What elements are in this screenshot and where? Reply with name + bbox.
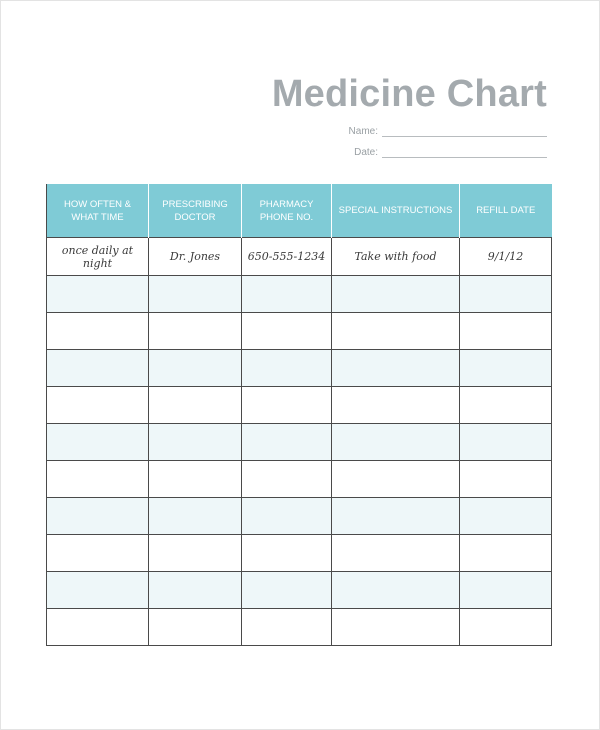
header-special-instructions: SPECIAL INSTRUCTIONS [332,184,460,238]
empty-cell[interactable] [149,350,242,387]
header-pharmacy-phone: PHARMACY PHONE NO. [242,184,332,238]
empty-cell[interactable] [332,498,460,535]
cell-phone[interactable]: 650-555-1234 [242,238,332,276]
empty-cell[interactable] [47,387,149,424]
empty-cell[interactable] [460,461,552,498]
empty-cell[interactable] [47,461,149,498]
header-prescribing-doctor: PRESCRIBING DOCTOR [149,184,242,238]
empty-cell[interactable] [47,498,149,535]
empty-cell[interactable] [332,350,460,387]
empty-cell[interactable] [242,350,332,387]
empty-cell[interactable] [460,535,552,572]
name-label: Name: [348,126,378,137]
empty-cell[interactable] [47,276,149,313]
empty-cell[interactable] [460,276,552,313]
empty-cell[interactable] [242,609,332,646]
table-row [47,238,552,276]
empty-cell[interactable] [149,572,242,609]
empty-cell[interactable] [47,535,149,572]
cell-doctor[interactable]: Dr. Jones [149,238,242,276]
empty-cell[interactable] [149,387,242,424]
table-row [47,387,552,424]
empty-cell[interactable] [149,609,242,646]
name-field [349,126,547,137]
empty-cell[interactable] [242,572,332,609]
empty-cell[interactable] [149,313,242,350]
empty-cell[interactable] [149,498,242,535]
empty-cell[interactable] [460,387,552,424]
table-header-row [47,184,552,238]
empty-cell[interactable] [47,572,149,609]
empty-cell[interactable] [332,387,460,424]
empty-cell[interactable] [242,276,332,313]
name-blank-line[interactable] [382,127,547,137]
date-field [354,147,547,158]
empty-cell[interactable] [47,313,149,350]
header-refill-date: REFILL DATE [460,184,552,238]
empty-cell[interactable] [460,609,552,646]
empty-cell[interactable] [460,313,552,350]
empty-cell[interactable] [47,424,149,461]
cell-how-often[interactable]: once daily at night [47,238,149,276]
empty-cell[interactable] [460,498,552,535]
table-row [47,535,552,572]
table-row [47,609,552,646]
cell-refill-date[interactable]: 9/1/12 [460,238,552,276]
empty-cell[interactable] [242,424,332,461]
empty-cell[interactable] [242,387,332,424]
empty-cell[interactable] [332,313,460,350]
empty-cell[interactable] [242,313,332,350]
empty-cell[interactable] [242,535,332,572]
empty-cell[interactable] [332,609,460,646]
empty-cell[interactable] [149,424,242,461]
empty-cell[interactable] [242,461,332,498]
table-row [47,461,552,498]
date-label: Date: [354,147,378,158]
empty-cell[interactable] [47,350,149,387]
empty-cell[interactable] [149,535,242,572]
empty-cell[interactable] [149,276,242,313]
empty-cell[interactable] [242,498,332,535]
date-blank-line[interactable] [382,148,547,158]
empty-cell[interactable] [149,461,242,498]
empty-cell[interactable] [460,424,552,461]
empty-cell[interactable] [332,424,460,461]
empty-cell[interactable] [332,276,460,313]
empty-cell[interactable] [460,572,552,609]
empty-cell[interactable] [332,535,460,572]
empty-cell[interactable] [332,572,460,609]
page-title: Medicine Chart [271,73,547,115]
medicine-table [46,184,552,646]
table-row [47,350,552,387]
empty-cell[interactable] [460,350,552,387]
header-how-often: HOW OFTEN & WHAT TIME [47,184,149,238]
table-row [47,313,552,350]
empty-cell[interactable] [47,609,149,646]
table-row [47,498,552,535]
table-row [47,276,552,313]
table-row [47,572,552,609]
cell-instructions[interactable]: Take with food [332,238,460,276]
empty-cell[interactable] [332,461,460,498]
table-row [47,424,552,461]
